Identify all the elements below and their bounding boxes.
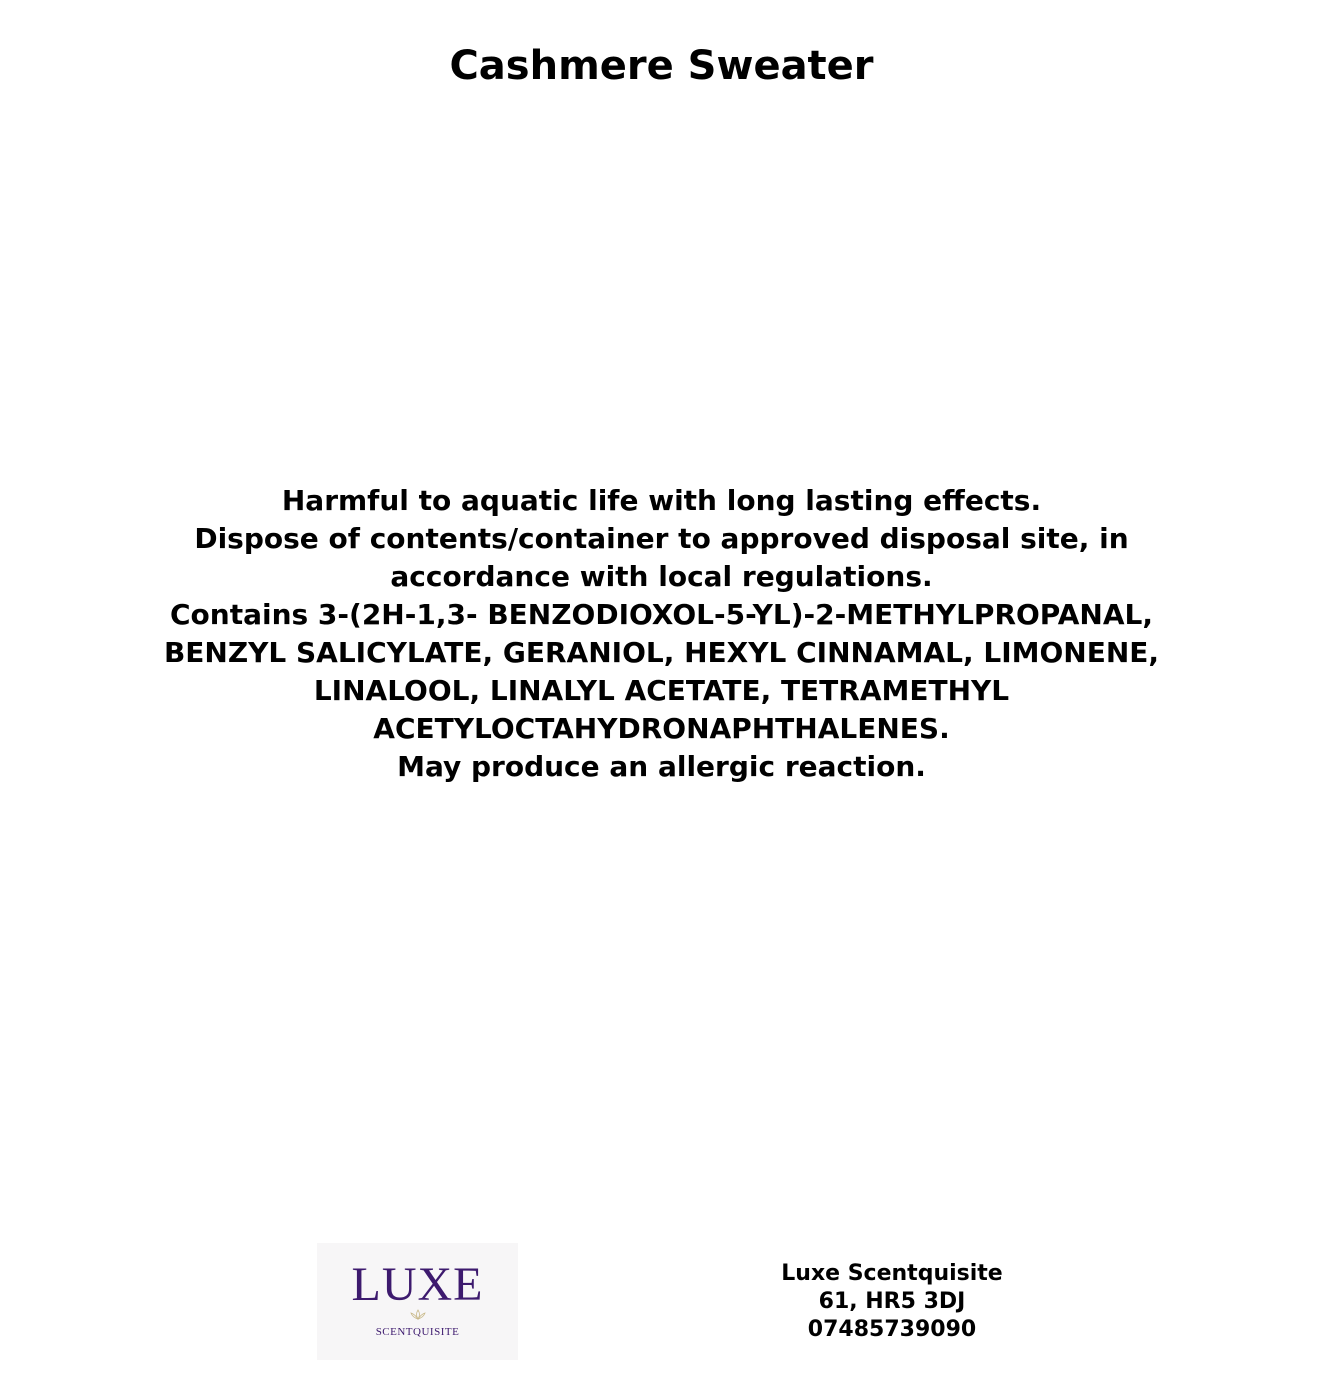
hazard-allergic: May produce an allergic reaction. <box>397 750 926 783</box>
address-line: 61, HR5 3DJ <box>818 1289 966 1314</box>
hazard-contains: Contains 3-(2H-1,3- BENZODIOXOL-5-YL)-2-METHYLPROPANAL, BENZYL SALICYLATE, GERANIOL, HEXYL CINNAMAL, LIMONENE, LINALOOL, LINALYL ACETATE, TETRAMETHYL ACETYLOCTAHYDRONAPHTHALENES. <box>163 598 1160 745</box>
logo-subtitle: SCENTQUISITE <box>375 1326 460 1338</box>
hazard-statements <box>140 482 1183 786</box>
hazard-disposal: Dispose of contents/container to approved disposal site, in accordance with local regulations. <box>194 522 1129 593</box>
phone-number: 07485739090 <box>807 1317 977 1342</box>
hazard-aquatic: Harmful to aquatic life with long lasting effects. <box>281 484 1042 517</box>
logo-wordmark: LUXE <box>351 1258 484 1311</box>
brand-logo <box>317 1243 518 1360</box>
lotus-flower-icon <box>410 1309 426 1321</box>
product-title: Cashmere Sweater <box>449 43 874 89</box>
company-name: Luxe Scentquisite <box>781 1261 1003 1286</box>
company-address <box>742 1260 1042 1344</box>
